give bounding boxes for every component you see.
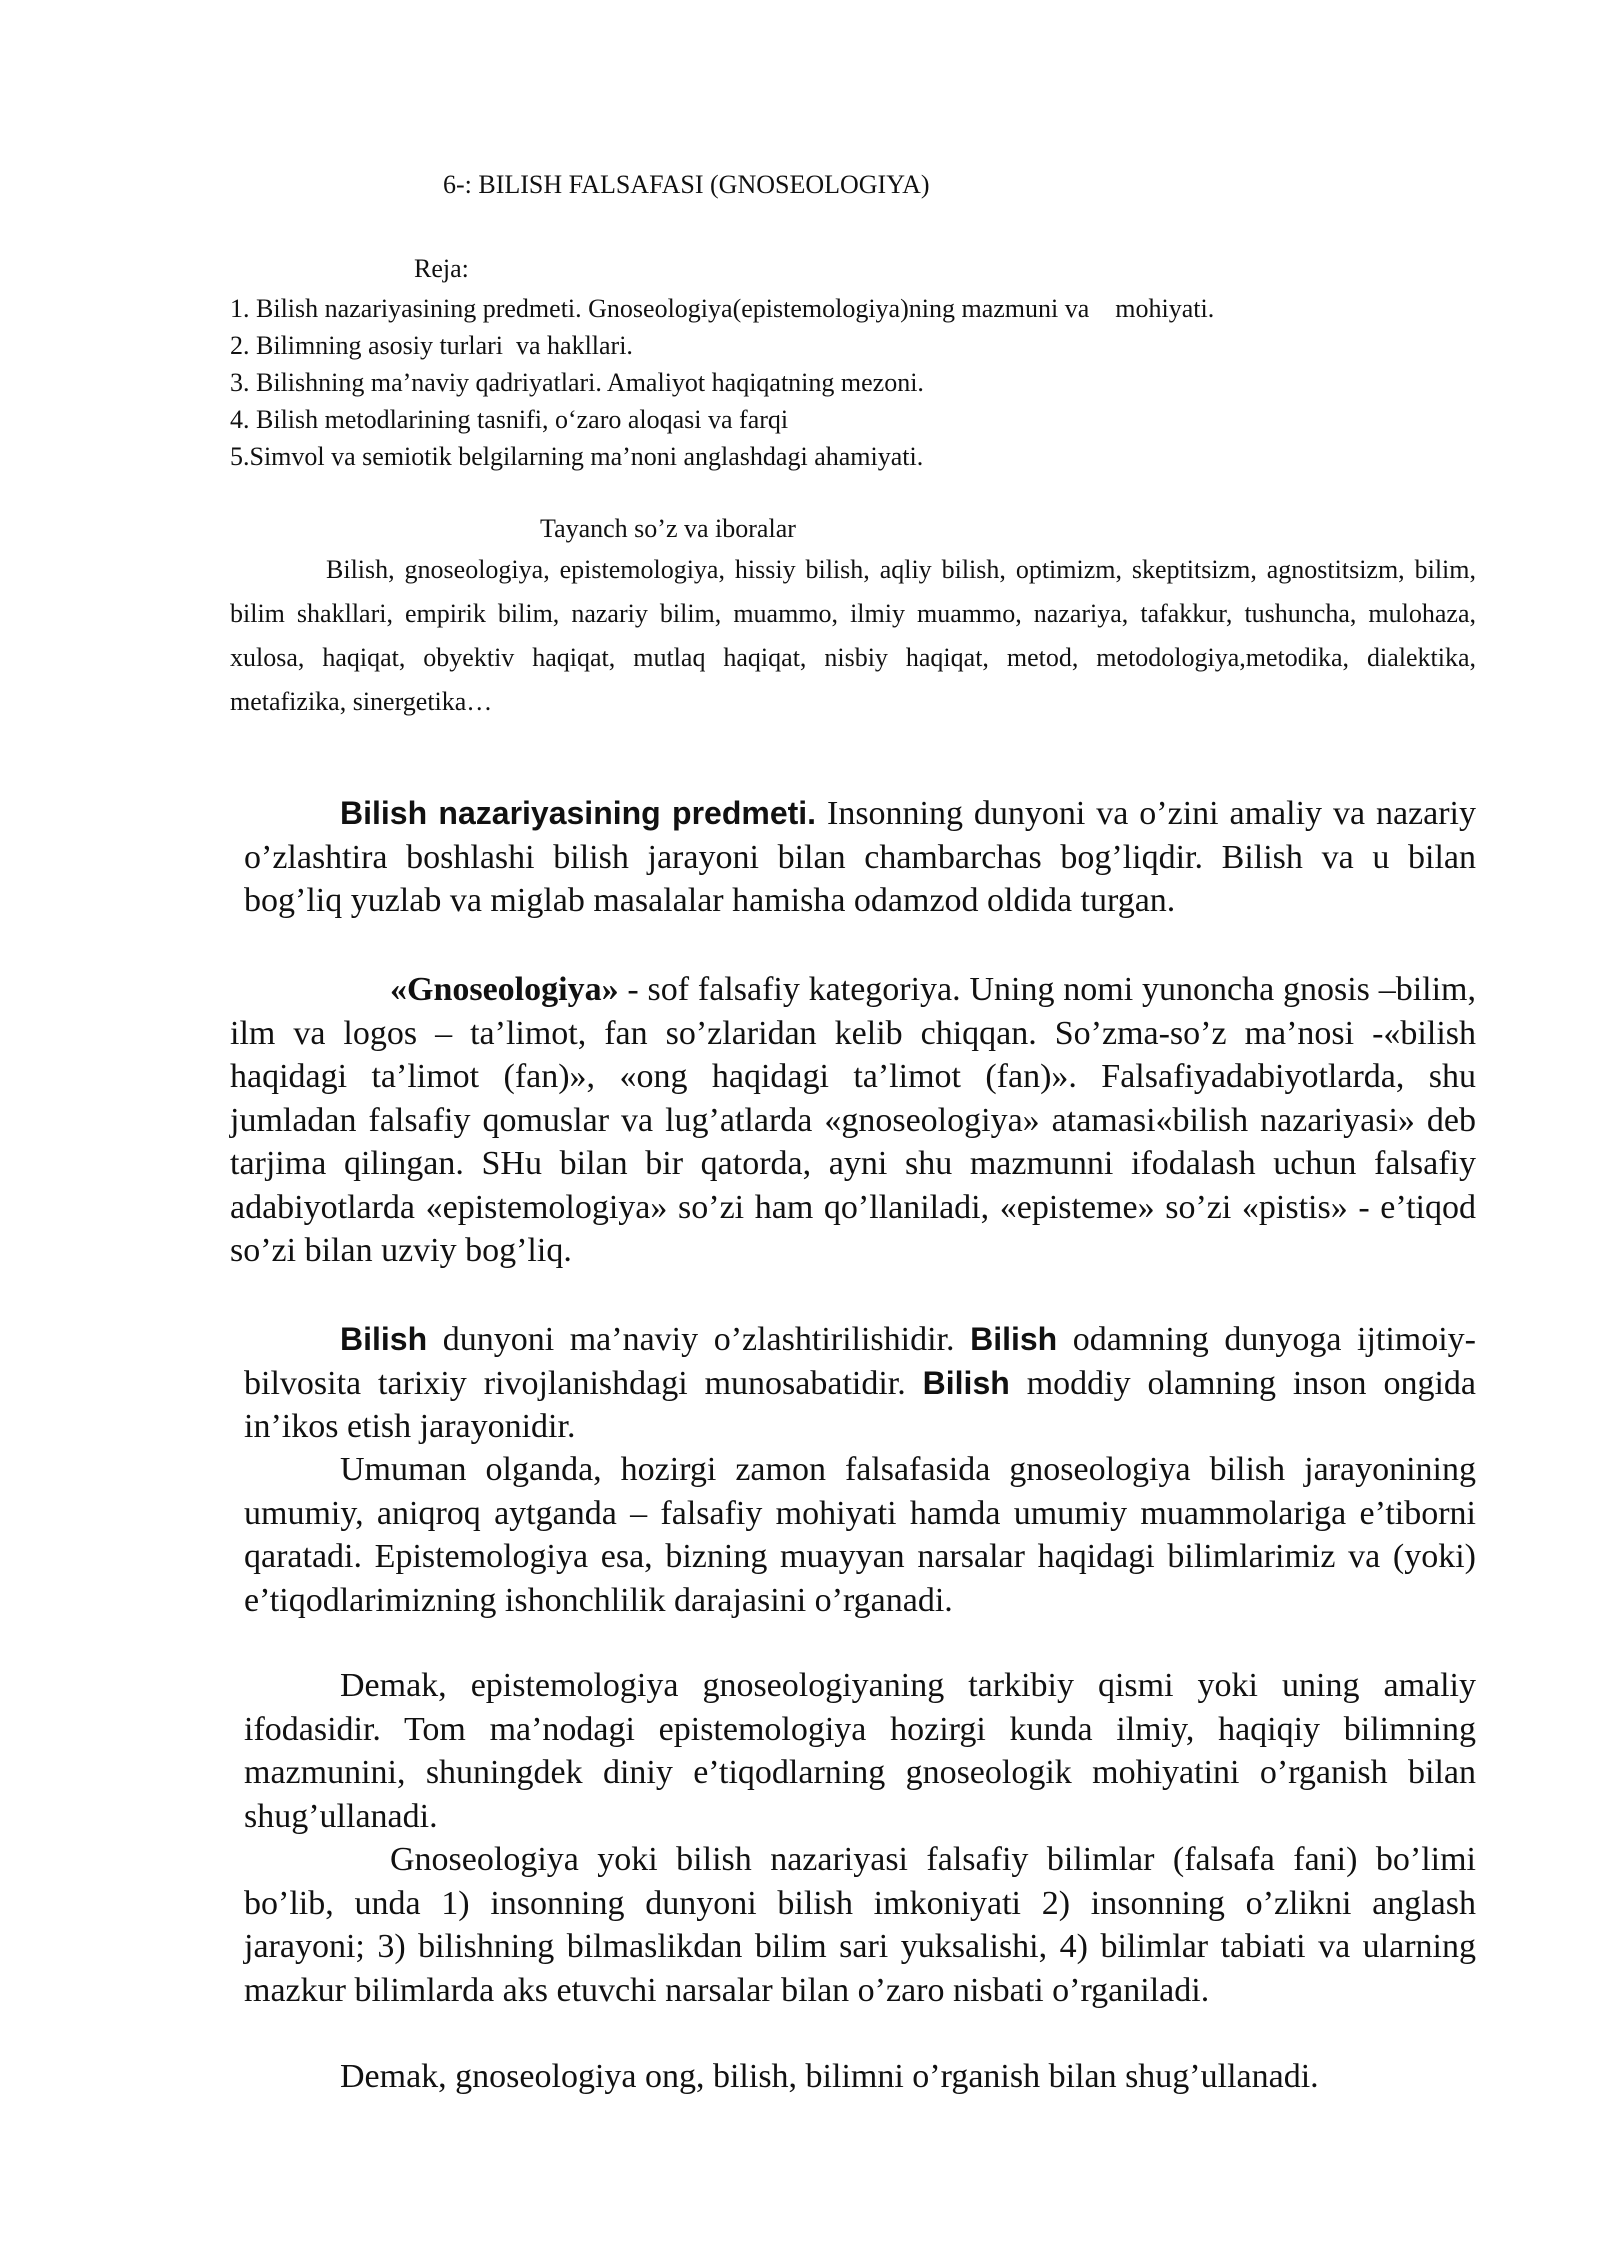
term-bold: Bilish (340, 1321, 428, 1357)
plan-list (230, 290, 1214, 475)
paragraph-subject (244, 792, 1476, 923)
term-bold: Bilish (922, 1364, 1010, 1401)
plan-item: 5.Simvol va semiotik belgilarning ma’noni anglashdagi ahamiyati. (230, 442, 924, 471)
paragraph-conclusion: Demak, gnoseologiya ong, bilish, bilimni o’rganish bilan shug’ullanadi. (340, 2058, 1319, 2095)
plan-label: Reja: (414, 254, 469, 283)
paragraph-text: Insonning dunyoni va o’zini amaliy va nazariy o’zlashtira boshlashi bilish jarayoni bilan chambarchas bog’liqdir. Bilish va u bilan bog’liq yuzlab va miglab masalalar hamisha odamzod oldida turgan. (244, 795, 1477, 919)
keywords-text: Bilish, gnoseologiya, epistemologiya, hissiy bilish, aqliy bilish, optimizm, skeptitsizm, agnostitsizm, bilim, bilim shakllari, empirik bilim, nazariy bilim, muammo, ilmiy muammo, nazariya, tafakkur, tushuncha, mulohaza, xulosa, haqiqat, obyektiv haqiqat, mutlaq haqiqat, nisbiy haqiqat, metod, metodologiya,metodika, dialektika, metafizika, sinergetika… (230, 555, 1476, 716)
paragraph-heading-bold: Bilish nazariyasining predmeti. (340, 795, 817, 831)
keywords-heading: Tayanch so’z va iboralar (540, 514, 796, 543)
paragraph-gnoseology-scope: Gnoseologiya yoki bilish nazariyasi falsafiy bilimlar (falsafa fani) bo’limi bo’lib, unda 1) insonning dunyoni bilish imkoniyati 2) insonning o’zlikni anglash jarayoni; 3) bilishning bilmaslikdan bilim sari yuksalishi, 4) bilimlar tabiati va ularning mazkur bilimlarda aks etuvchi narsalar bilan o’zaro nisbati o’rganiladi. (244, 1841, 1476, 2009)
plan-item: 3. Bilishning ma’naviy qadriyatlari. Amaliyot haqiqatning mezoni. (230, 368, 924, 397)
paragraph-general: Umuman olganda, hozirgi zamon falsafasida gnoseologiya bilish jarayonining umumiy, aniqroq aytganda – falsafiy mohiyati hamda umumiy muammolariga e’tiborni qaratadi. Epistemologiya esa, bizning muayyan narsalar haqidagi bilimlarimiz va (yoki) e’tiqodlarimizning ishonchlilik darajasini o’rganadi. (244, 1451, 1476, 1619)
paragraph-text: moddiy olamning inson ongida in’ikos etish jarayonidir. (244, 1364, 1476, 1445)
paragraph-epistemology: Demak, epistemologiya gnoseologiyaning tarkibiy qismi yoki uning amaliy ifodasidir. Tom ma’nodagi epistemologiya hozirgi kunda ilmiy, haqiqiy bilimning mazmunini, shuningdek diniy e’tiqodlarning gnoseologik mohiyatini o’rganish bilan shug’ullanadi. (244, 1667, 1476, 1835)
plan-item: 4. Bilish metodlarining tasnifi, o‘zaro aloqasi va farqi (230, 405, 789, 434)
term-bold: «Gnoseologiya» (390, 971, 619, 1008)
paragraph-text: odamning dunyoga ijtimoiy- bilvosita tarixiy rivojlanishdagi munosabatidir. (244, 1321, 1476, 1402)
paragraph-bilish-definitions (244, 1318, 1476, 1449)
paragraph-gnoseologiya (230, 968, 1476, 1273)
plan-item: 1. Bilish nazariyasining predmeti. Gnoseologiya(epistemologiya)ning mazmuni va mohiyati. (230, 294, 1215, 323)
page-title: 6-: BILISH FALSAFASI (GNOSEOLOGIYA) (443, 170, 930, 199)
term-bold: Bilish (970, 1321, 1058, 1357)
plan-item: 2. Bilimning asosiy turlari va hakllari. (230, 331, 633, 360)
paragraph-text: dunyoni ma’naviy o’zlashtirilishidir. (427, 1321, 971, 1358)
paragraph-text: - sof falsafiy kategoriya. Uning nomi yunoncha gnosis –bilim, ilm va logos – ta’limot, fan so’zlaridan kelib chiqqan. So’zma-so’z ma’nosi -«bilish haqidagi ta’limot (fan)», «ong haqidagi ta’limot (fan)». Falsafiyadabiyotlarda, shu jumladan falsafiy qomuslar va lug’atlarda «gnoseologiya» atamasi«bilish nazariyasi» deb tarjima qilingan. SHu bilan bir qatorda, ayni shu mazmunni ifodalash uchun falsafiy adabiyotlarda «epistemologiya» so’zi ham qo’llaniladi, «episteme» so’zi «pistis» - e’tiqod so’zi bilan uzviy bog’liq. (230, 971, 1476, 1269)
